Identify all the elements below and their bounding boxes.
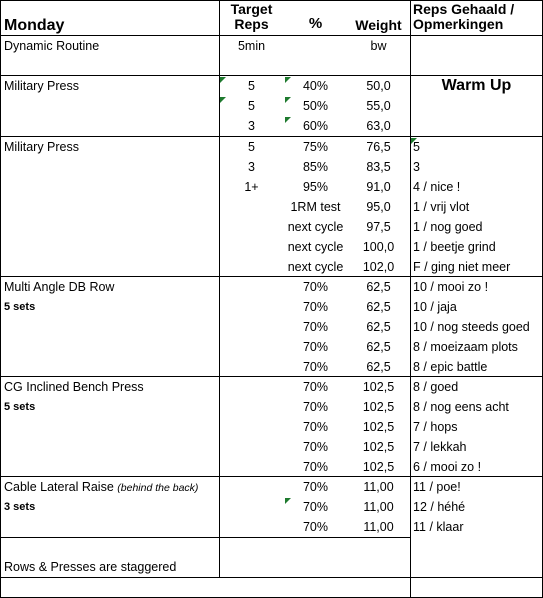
- weight-cell[interactable]: 62,5: [366, 280, 391, 294]
- exercise-cell[interactable]: [0, 477, 219, 497]
- exercise-cell[interactable]: [0, 56, 219, 76]
- notes-cell[interactable]: 10 / mooi zo !: [413, 280, 489, 294]
- exercise-cell[interactable]: [0, 116, 219, 136]
- percent-cell[interactable]: 70%: [302, 360, 329, 374]
- percent-cell[interactable]: 70%: [302, 380, 329, 394]
- weight-cell[interactable]: [347, 537, 410, 557]
- percent-cell[interactable]: 70%: [302, 520, 329, 534]
- target-reps-cell[interactable]: [219, 517, 284, 537]
- weight-cell[interactable]: 11,00: [363, 520, 394, 534]
- weight-cell[interactable]: 62,5: [366, 300, 391, 314]
- target-reps-cell[interactable]: [219, 257, 284, 277]
- weight-cell[interactable]: 102,5: [362, 380, 395, 394]
- target-reps-cell[interactable]: 5: [248, 79, 255, 93]
- notes-cell[interactable]: 3: [413, 160, 420, 174]
- percent-cell[interactable]: 70%: [302, 320, 329, 334]
- target-reps-cell[interactable]: 5min: [237, 39, 266, 53]
- exercise-cell[interactable]: CG Inclined Bench Press: [4, 380, 144, 394]
- weight-cell[interactable]: 95,0: [366, 200, 391, 214]
- exercise-cell[interactable]: 5 sets: [4, 301, 36, 313]
- cell-indicator-icon: [285, 117, 291, 123]
- target-reps-cell[interactable]: [219, 297, 284, 317]
- exercise-cell[interactable]: 3 sets: [4, 501, 36, 513]
- weight-cell[interactable]: 62,5: [366, 320, 391, 334]
- target-reps-cell[interactable]: [219, 317, 284, 337]
- percent-cell[interactable]: 75%: [302, 140, 329, 154]
- grid-line: [0, 537, 410, 538]
- percent-cell[interactable]: 40%: [302, 79, 329, 93]
- table-row: [0, 357, 543, 377]
- target-reps-cell[interactable]: [219, 417, 284, 437]
- notes-cell[interactable]: 1 / vrij vlot: [413, 200, 470, 214]
- notes-cell[interactable]: 12 / héhé: [413, 500, 466, 514]
- table-row: [0, 557, 543, 577]
- weight-cell[interactable]: 100,0: [362, 240, 395, 254]
- exercise-cell[interactable]: [0, 197, 219, 217]
- table-row: [0, 237, 543, 257]
- percent-cell[interactable]: 85%: [302, 160, 329, 174]
- percent-cell[interactable]: next cycle: [287, 260, 344, 274]
- notes-cell[interactable]: 1 / beetje grind: [413, 240, 496, 254]
- table-row: [0, 457, 543, 477]
- grid-line: [0, 276, 543, 277]
- table-row: [0, 217, 543, 237]
- notes-cell[interactable]: 11 / poe!: [413, 480, 461, 494]
- grid-line: [0, 0, 543, 1]
- grid-line: [0, 476, 543, 477]
- table-row: [0, 116, 543, 136]
- target-reps-cell[interactable]: 3: [248, 160, 255, 174]
- exercise-cell[interactable]: Multi Angle DB Row: [4, 280, 115, 294]
- exercise-cell[interactable]: 5 sets: [4, 401, 36, 413]
- exercise-cell[interactable]: [0, 537, 219, 557]
- percent-cell[interactable]: [284, 36, 347, 56]
- weight-cell[interactable]: 102,5: [362, 440, 395, 454]
- footnote-cell[interactable]: Rows & Presses are staggered: [4, 560, 177, 574]
- cell-indicator-icon: [285, 97, 291, 103]
- table-row: [0, 137, 543, 157]
- exercise-cell[interactable]: [0, 337, 219, 357]
- table-row: [0, 317, 543, 337]
- weight-cell[interactable]: 11,00: [363, 500, 394, 514]
- target-reps-cell[interactable]: [219, 56, 284, 76]
- percent-cell[interactable]: next cycle: [287, 220, 344, 234]
- weight-cell[interactable]: 102,0: [362, 260, 395, 274]
- notes-cell[interactable]: 10 / jaja: [413, 300, 457, 314]
- percent-cell[interactable]: 70%: [302, 340, 329, 354]
- header-notes-line2: Opmerkingen: [413, 16, 504, 32]
- notes-cell[interactable]: 7 / lekkah: [413, 440, 467, 454]
- notes-cell[interactable]: F / ging niet meer: [413, 260, 511, 274]
- percent-cell[interactable]: 1RM test: [290, 200, 341, 214]
- table-row: [0, 337, 543, 357]
- exercise-cell[interactable]: [0, 317, 219, 337]
- target-reps-cell[interactable]: [219, 497, 284, 517]
- percent-cell[interactable]: 70%: [302, 420, 329, 434]
- notes-cell[interactable]: 8 / goed: [413, 380, 459, 394]
- weight-cell[interactable]: 63,0: [366, 119, 391, 133]
- table-row: [0, 297, 543, 317]
- header-percent: %: [308, 15, 323, 32]
- target-reps-cell[interactable]: [219, 357, 284, 377]
- percent-cell[interactable]: next cycle: [287, 240, 344, 254]
- table-row: [0, 417, 543, 437]
- exercise-cell[interactable]: [0, 357, 219, 377]
- target-reps-cell[interactable]: [219, 537, 284, 557]
- exercise-name: Cable Lateral Raise: [4, 480, 114, 494]
- exercise-cell[interactable]: [0, 457, 219, 477]
- grid-line: [0, 0, 1, 598]
- percent-cell[interactable]: 60%: [302, 119, 329, 133]
- notes-cell[interactable]: 8 / nog eens acht: [413, 400, 509, 414]
- table-row: [0, 197, 543, 217]
- target-reps-cell[interactable]: [219, 377, 284, 397]
- weight-cell[interactable]: [347, 56, 410, 76]
- exercise-cell[interactable]: [0, 157, 219, 177]
- grid-line: [219, 0, 220, 578]
- table-row: [0, 96, 543, 116]
- exercise-cell[interactable]: Military Press: [4, 140, 80, 154]
- grid-line: [410, 0, 411, 598]
- percent-cell[interactable]: [284, 56, 347, 76]
- target-reps-cell[interactable]: 1+: [244, 180, 259, 194]
- exercise-note: (behind the back): [117, 482, 199, 494]
- grid-line: [0, 35, 543, 36]
- weight-cell[interactable]: 62,5: [366, 340, 391, 354]
- exercise-cell[interactable]: [0, 237, 219, 257]
- notes-cell[interactable]: 1 / nog goed: [413, 220, 483, 234]
- percent-cell[interactable]: 70%: [302, 500, 329, 514]
- weight-cell[interactable]: 91,0: [366, 180, 391, 194]
- target-reps-cell[interactable]: 3: [248, 119, 255, 133]
- percent-cell[interactable]: 70%: [302, 440, 329, 454]
- weight-cell[interactable]: 83,5: [366, 160, 391, 174]
- percent-cell[interactable]: 70%: [302, 400, 329, 414]
- weight-cell[interactable]: 11,00: [363, 480, 394, 494]
- target-reps-cell[interactable]: 5: [248, 99, 255, 113]
- table-row: [0, 397, 543, 417]
- exercise-cell[interactable]: [0, 177, 219, 197]
- percent-cell[interactable]: 95%: [302, 180, 329, 194]
- notes-cell[interactable]: 8 / moeizaam plots: [413, 340, 518, 354]
- table-row: [0, 277, 543, 297]
- notes-cell[interactable]: 11 / klaar: [413, 520, 464, 534]
- table-row: [0, 537, 543, 557]
- cell-indicator-icon: [220, 97, 226, 103]
- warm-up-label: Warm Up: [441, 77, 512, 94]
- exercise-cell[interactable]: Dynamic Routine: [4, 39, 100, 53]
- target-reps-cell[interactable]: [219, 237, 284, 257]
- weight-cell[interactable]: 55,0: [366, 99, 391, 113]
- notes-cell[interactable]: 10 / nog steeds goed: [413, 320, 530, 334]
- weight-cell[interactable]: 97,5: [366, 220, 391, 234]
- weight-cell[interactable]: 102,5: [362, 460, 395, 474]
- weight-cell[interactable]: bw: [370, 39, 387, 53]
- cell-indicator-icon: [285, 498, 291, 504]
- day-title: Monday: [4, 17, 65, 34]
- table-row: [0, 377, 543, 397]
- exercise-cell[interactable]: [0, 257, 219, 277]
- exercise-cell[interactable]: Military Press: [4, 79, 80, 93]
- target-reps-cell[interactable]: [219, 337, 284, 357]
- exercise-cell[interactable]: [0, 96, 219, 116]
- table-row: [0, 497, 543, 517]
- notes-cell[interactable]: [410, 537, 543, 557]
- cell-indicator-icon: [285, 77, 291, 83]
- notes-cell[interactable]: [410, 56, 543, 76]
- percent-cell[interactable]: [284, 537, 347, 557]
- grid-line: [0, 75, 543, 76]
- weight-cell[interactable]: 76,5: [366, 140, 391, 154]
- percent-cell[interactable]: 70%: [302, 300, 329, 314]
- exercise-cell[interactable]: [0, 437, 219, 457]
- notes-cell[interactable]: [410, 36, 543, 56]
- target-reps-cell[interactable]: [219, 397, 284, 417]
- table-row: [0, 177, 543, 197]
- table-row: [0, 36, 543, 56]
- table-row: [0, 477, 543, 497]
- weight-cell[interactable]: 102,5: [362, 400, 395, 414]
- table-row: [0, 257, 543, 277]
- cell-indicator-icon: [411, 138, 417, 144]
- weight-cell[interactable]: 62,5: [366, 360, 391, 374]
- target-reps-cell[interactable]: [219, 477, 284, 497]
- notes-cell[interactable]: 8 / epic battle: [413, 360, 488, 374]
- table-row: [0, 437, 543, 457]
- notes-cell[interactable]: 7 / hops: [413, 420, 458, 434]
- target-reps-cell[interactable]: 5: [248, 140, 255, 154]
- percent-cell[interactable]: 70%: [302, 480, 329, 494]
- grid-line: [0, 577, 543, 578]
- header-target-reps-line1: Target: [230, 1, 273, 17]
- table-row: [0, 56, 543, 76]
- weight-cell[interactable]: 102,5: [362, 420, 395, 434]
- target-reps-cell[interactable]: [219, 197, 284, 217]
- table-row: [0, 517, 543, 537]
- grid-line: [0, 376, 543, 377]
- exercise-cell[interactable]: [0, 217, 219, 237]
- notes-cell[interactable]: 4 / nice !: [413, 180, 461, 194]
- weight-cell[interactable]: 50,0: [366, 79, 391, 93]
- header-notes-line1: Reps Gehaald /: [413, 1, 515, 17]
- header-weight: Weight: [355, 17, 402, 33]
- exercise-cell[interactable]: [0, 417, 219, 437]
- exercise-cell[interactable]: [0, 517, 219, 537]
- notes-cell[interactable]: 5: [413, 140, 420, 154]
- table-row: [0, 157, 543, 177]
- target-reps-cell[interactable]: [219, 437, 284, 457]
- percent-cell[interactable]: 70%: [302, 280, 329, 294]
- notes-cell[interactable]: 6 / mooi zo !: [413, 460, 482, 474]
- target-reps-cell[interactable]: [219, 457, 284, 477]
- percent-cell[interactable]: 50%: [302, 99, 329, 113]
- cell-indicator-icon: [220, 77, 226, 83]
- percent-cell[interactable]: 70%: [302, 460, 329, 474]
- target-reps-cell[interactable]: [219, 217, 284, 237]
- target-reps-cell[interactable]: [219, 277, 284, 297]
- header-target-reps-line2: Reps: [234, 16, 269, 32]
- grid-line: [0, 136, 543, 137]
